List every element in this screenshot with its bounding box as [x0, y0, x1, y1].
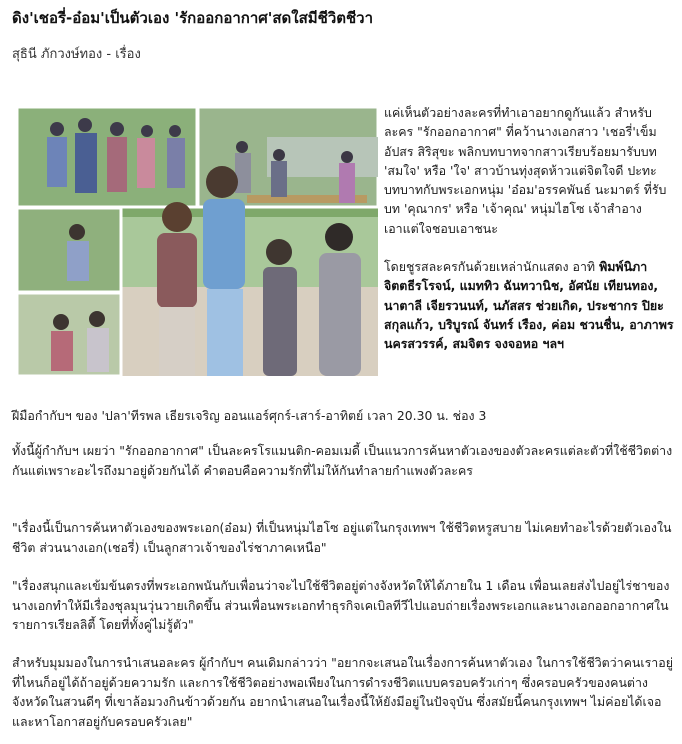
body-paragraph: ฝีมือกำกับฯ ของ 'ปลา'ทีรพล เธียรเจริญ ออนแอร์ศุกร์-เสาร์-อาทิตย์ เวลา 20.30 น. ช่อง 3 [12, 408, 487, 423]
cast-names: พิมพ์นิภา จิตตธีรโรจน์, แมททิว ฉันทวานิช, อัศนัย เทียนทอง, นาตาลี เจียรวนนท์, นภัสสร ช่วยเกิด, ประชากร ปิยะสกุลแก้ว, บริบูรณ์ จันทร์ เรือง, ค่อม ชวนชื่น, อาภาพร นครสวรรค์, สมจิตร จงจอหอ ฯลฯ [384, 259, 674, 352]
article-intro-column [384, 103, 674, 354]
cast-lead: โดยชูรสละครกันด้วยเหล่านักแสดง อาทิ [384, 259, 596, 275]
intro-paragraph: แค่เห็นตัวอย่างละครที่ทำเอาอยากดูกันแล้ว สำหรับละคร "รักออกอากาศ" ที่คว้านางเอกสาว 'เชอรี่'เข็มอัปสร สิริสุขะ พลิกบทบาทจากสาวเรียบร้อยมารับบท 'สมใจ' หรือ 'ใจ' สาวบ้านทุ่งสุดห้าวแต่จิตใจดี ปะทะบทบาทกับพระเอกหนุ่ม 'อ๋อม'อรรคพันธ์ นะมาตร์ ที่รับบท 'คุณากร' หรือ 'เจ้าคุณ' หนุ่มไฮโซ เจ้าสำอาง เอาแต่ใจชอบเอาชนะ [384, 105, 667, 236]
body-paragraph: "เรื่องนี้เป็นการค้นหาตัวเองของพระเอก(อ๋อม) ที่เป็นหนุ่มไฮโซ อยู่แต่ในกรุงเทพฯ ใช้ชีวิตหรูสบาย ไม่เคยทำอะไรด้วยตัวเองในชีวิต ส่วนนางเอก(เชอรี่) เป็นลูกสาวเจ้าของไร่ชาภาคเหนือ" [12, 520, 672, 555]
cast-paragraph [384, 257, 674, 353]
article-headline: ดิง'เชอรี่-อ๋อม'เป็นตัวเอง 'รักออกอากาศ'สดใสมีชีวิตชีวา [12, 9, 374, 27]
body-paragraph: ทั้งนี้ผู้กำกับฯ เผยว่า "รักออกอากาศ" เป็นละครโรแมนติก-คอมเมดี้ เป็นแนวการค้นหาตัวเองของตัวละครแต่ละตัวที่ใช้ชีวิตต่างกันแต่เพราะอะไรถึงมาอยู่ด้วยกันได้ คำตอบคือความรักที่ไม่ให้กันทำลายกำแพงตัวละคร [12, 443, 673, 478]
article-photo [17, 107, 378, 376]
body-paragraph: "เรื่องสนุกและเข้มข้นตรงที่พระเอกพนันกับเพื่อนว่าจะไปใช้ชีวิตอยู่ต่างจังหวัดให้ได้ภายใน 1 เดือน เพื่อนเลยส่งไปอยู่ไร่ชาของนางเอกทำให้มีเรื่องชุลมุนวุ่นวายเกิดขึ้น ส่วนเพื่อนพระเอกทำธุรกิจเคเบิลทีวีไปแอบถ่ายเรื่องพระเอกและนางเอกออกอากาศในรายการเรียลลิตี้ โดยที่ทั้งคู่ไม่รู้ตัว" [12, 578, 670, 632]
article-byline: สุธินี ภักวงษ์ทอง - เรื่อง [12, 47, 141, 62]
body-paragraph: สำหรับมุมมองในการนำเสนอละคร ผู้กำกับฯ คนเดิมกล่าวว่า "อยากจะเสนอในเรื่องการค้นหาตัวเอง ในการใช้ชีวิตว่าคนเราอยู่ที่ไหนก็อยู่ได้ถ้าอยู่ด้วยความรัก และการใช้ชีวิตอย่างพอเพียงในการดำรงชีวิตแบบครอบครัวเก่าๆ ซึ่งครอบครัวของคนต่างจังหวัดในสวนดีๆ ที่เขาล้อมวงกินข้าวด้วยกัน อยากนำเสนอในเรื่องนี้ให้ยังมีอยู่ในปัจจุบัน ซึ่งสมัยนี้คนกรุงเทพฯ ไม่ค่อยได้เจอและหาโอกาสอยู่กับครอบครัวเลย" [12, 655, 673, 729]
